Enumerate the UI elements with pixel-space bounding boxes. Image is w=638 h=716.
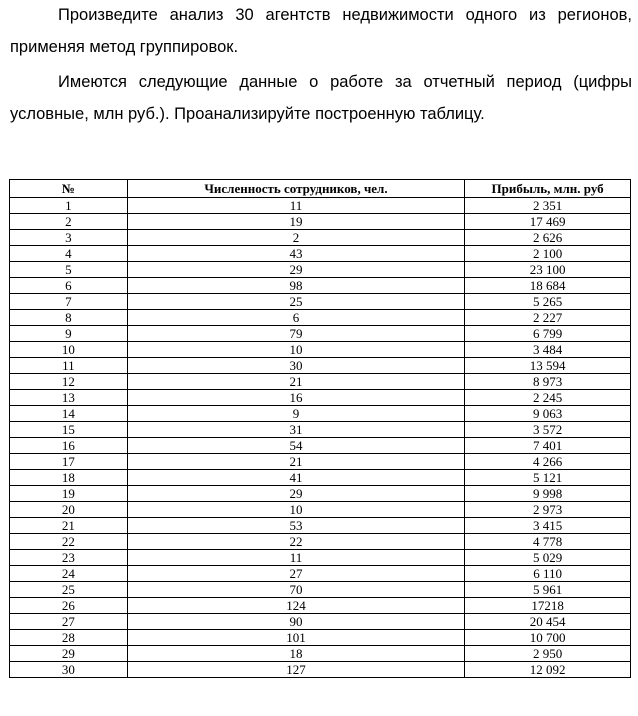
cell-profit: 9 063 <box>465 406 631 422</box>
cell-number: 14 <box>10 406 128 422</box>
cell-number: 2 <box>10 214 128 230</box>
cell-employees: 9 <box>127 406 464 422</box>
cell-number: 23 <box>10 550 128 566</box>
table-row <box>10 342 631 358</box>
table-row <box>10 518 631 534</box>
cell-employees: 70 <box>127 582 464 598</box>
table-row <box>10 246 631 262</box>
cell-number: 5 <box>10 262 128 278</box>
cell-employees: 54 <box>127 438 464 454</box>
cell-employees: 90 <box>127 614 464 630</box>
table-row <box>10 390 631 406</box>
cell-profit: 2 950 <box>465 646 631 662</box>
cell-profit: 8 973 <box>465 374 631 390</box>
cell-employees: 21 <box>127 454 464 470</box>
header-profit: Прибыль, млн. руб <box>465 180 631 198</box>
cell-profit: 18 684 <box>465 278 631 294</box>
table-row <box>10 262 631 278</box>
cell-number: 27 <box>10 614 128 630</box>
table-row <box>10 294 631 310</box>
cell-employees: 31 <box>127 422 464 438</box>
cell-employees: 29 <box>127 486 464 502</box>
cell-profit: 9 998 <box>465 486 631 502</box>
header-number: № <box>10 180 128 198</box>
cell-employees: 18 <box>127 646 464 662</box>
cell-profit: 2 245 <box>465 390 631 406</box>
cell-number: 11 <box>10 358 128 374</box>
cell-profit: 6 799 <box>465 326 631 342</box>
cell-number: 26 <box>10 598 128 614</box>
cell-number: 10 <box>10 342 128 358</box>
table-row <box>10 230 631 246</box>
table-row <box>10 198 631 214</box>
cell-profit: 17 469 <box>465 214 631 230</box>
cell-employees: 2 <box>127 230 464 246</box>
cell-number: 25 <box>10 582 128 598</box>
cell-number: 20 <box>10 502 128 518</box>
cell-number: 16 <box>10 438 128 454</box>
cell-number: 21 <box>10 518 128 534</box>
table-row <box>10 486 631 502</box>
table-row <box>10 598 631 614</box>
cell-number: 19 <box>10 486 128 502</box>
cell-employees: 27 <box>127 566 464 582</box>
cell-employees: 11 <box>127 198 464 214</box>
table-row <box>10 550 631 566</box>
cell-profit: 5 265 <box>465 294 631 310</box>
cell-number: 30 <box>10 662 128 678</box>
cell-profit: 6 110 <box>465 566 631 582</box>
cell-employees: 43 <box>127 246 464 262</box>
cell-profit: 13 594 <box>465 358 631 374</box>
cell-employees: 101 <box>127 630 464 646</box>
table-row <box>10 278 631 294</box>
cell-profit: 2 973 <box>465 502 631 518</box>
cell-number: 18 <box>10 470 128 486</box>
table-row <box>10 630 631 646</box>
cell-number: 13 <box>10 390 128 406</box>
cell-employees: 98 <box>127 278 464 294</box>
cell-profit: 7 401 <box>465 438 631 454</box>
table-row <box>10 582 631 598</box>
cell-employees: 79 <box>127 326 464 342</box>
cell-number: 4 <box>10 246 128 262</box>
cell-profit: 17218 <box>465 598 631 614</box>
cell-employees: 10 <box>127 502 464 518</box>
cell-number: 22 <box>10 534 128 550</box>
table-row <box>10 358 631 374</box>
cell-profit: 2 100 <box>465 246 631 262</box>
cell-profit: 3 484 <box>465 342 631 358</box>
cell-employees: 6 <box>127 310 464 326</box>
cell-employees: 29 <box>127 262 464 278</box>
cell-profit: 5 121 <box>465 470 631 486</box>
table-row <box>10 470 631 486</box>
task-paragraph-2: Имеются следующие данные о работе за отчетный период (цифры условные, млн руб.). Проанализируйте построенную таблицу. <box>10 73 632 123</box>
cell-profit: 2 227 <box>465 310 631 326</box>
cell-number: 28 <box>10 630 128 646</box>
cell-number: 3 <box>10 230 128 246</box>
table-row <box>10 646 631 662</box>
table-row <box>10 326 631 342</box>
cell-profit: 23 100 <box>465 262 631 278</box>
table-row <box>10 566 631 582</box>
cell-employees: 41 <box>127 470 464 486</box>
cell-employees: 124 <box>127 598 464 614</box>
cell-number: 6 <box>10 278 128 294</box>
table-row <box>10 406 631 422</box>
cell-profit: 4 266 <box>465 454 631 470</box>
cell-number: 24 <box>10 566 128 582</box>
cell-employees: 11 <box>127 550 464 566</box>
cell-employees: 10 <box>127 342 464 358</box>
cell-number: 7 <box>10 294 128 310</box>
cell-employees: 16 <box>127 390 464 406</box>
cell-profit: 3 572 <box>465 422 631 438</box>
table-row <box>10 534 631 550</box>
table-row <box>10 310 631 326</box>
cell-profit: 2 626 <box>465 230 631 246</box>
cell-profit: 3 415 <box>465 518 631 534</box>
cell-employees: 25 <box>127 294 464 310</box>
table-row <box>10 422 631 438</box>
table-row <box>10 214 631 230</box>
table-row <box>10 374 631 390</box>
cell-number: 17 <box>10 454 128 470</box>
cell-employees: 30 <box>127 358 464 374</box>
cell-profit: 5 961 <box>465 582 631 598</box>
cell-employees: 21 <box>127 374 464 390</box>
cell-profit: 10 700 <box>465 630 631 646</box>
cell-profit: 20 454 <box>465 614 631 630</box>
cell-number: 9 <box>10 326 128 342</box>
cell-number: 29 <box>10 646 128 662</box>
table-row <box>10 502 631 518</box>
cell-number: 1 <box>10 198 128 214</box>
agencies-table <box>9 179 631 678</box>
table-row <box>10 662 631 678</box>
cell-number: 15 <box>10 422 128 438</box>
cell-profit: 4 778 <box>465 534 631 550</box>
table-row <box>10 614 631 630</box>
cell-employees: 22 <box>127 534 464 550</box>
cell-employees: 127 <box>127 662 464 678</box>
cell-employees: 53 <box>127 518 464 534</box>
cell-profit: 2 351 <box>465 198 631 214</box>
table-row <box>10 454 631 470</box>
cell-number: 12 <box>10 374 128 390</box>
header-employees: Численность сотрудников, чел. <box>127 180 464 198</box>
cell-number: 8 <box>10 310 128 326</box>
cell-profit: 5 029 <box>465 550 631 566</box>
table-header-row <box>10 180 631 198</box>
task-paragraph-1: Произведите анализ 30 агентств недвижимости одного из регионов, применяя метод группировок. <box>10 6 632 56</box>
table-body <box>10 198 631 678</box>
table-row <box>10 438 631 454</box>
cell-employees: 19 <box>127 214 464 230</box>
cell-profit: 12 092 <box>465 662 631 678</box>
